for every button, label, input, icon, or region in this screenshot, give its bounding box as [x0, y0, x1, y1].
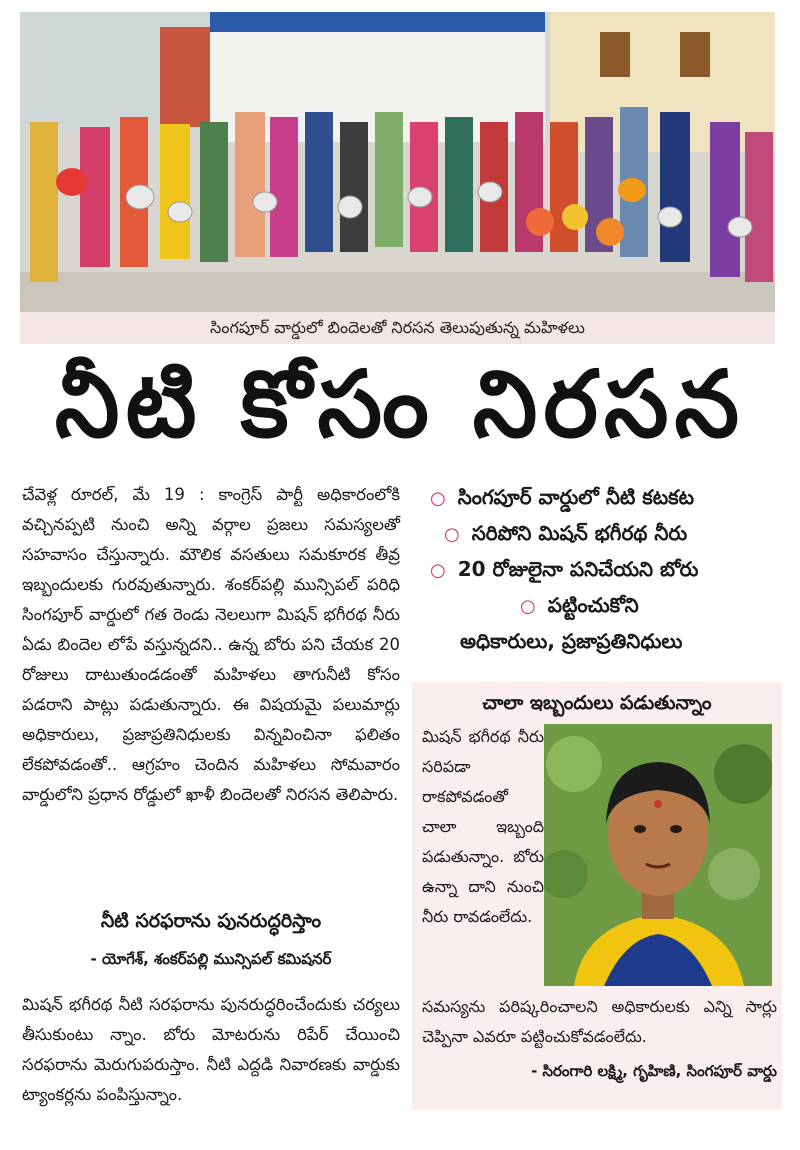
byline: - యోగేశ్, శంకర్‌పల్లి మున్సిపల్ కమిషనర్: [90, 950, 332, 968]
article-paragraph: చేవెళ్ల రూరల్, మే 19 : కాంగ్రెస్ పార్టీ అధికారంలోకి వచ్చినప్పటి నుంచి అన్ని వర్గాల ప్రజలు సమస్యలతో సహవాసం చేస్తున్నారు. మౌలిక వసతులు సమకూరక తీవ్ర ఇబ్బందులకు గురవుతున్నారు. శంకర్‌పల్లి మున్సిపల్ పరిధి సింగపూర్ వార్డులో గత రెండు నెలలుగా మిషన్ భగీరథ నీరు ఏడు బిందెల లోపే వస్తున్నదని.. ఉన్న బోరు పని చేయక 20 రోజులు దాటుతుండడంతో మహిళలు తాగునీటి కోసం పడరాని పాట్లు పడుతున్నారు. ఈ విషయమై పలుమార్లు అధికారులు, ప్రజాప్రతినిధులకు విన్నవించినా ఫలితం లేకపోవడంతో.. ఆగ్రహం చెందిన మహిళలు సోమవారం వార్డులోని ప్రధాన రోడ్డులో ఖాళీ బిందెలతో నిరసన తెలిపారు.: [22, 485, 400, 804]
highlight-item: ○ పట్టించుకోని: [520, 593, 639, 617]
quote-signature: - సిరంగారి లక్ష్మి, గృహిణి, సింగపూర్ వార్డు: [531, 1062, 777, 1080]
highlight-item: ○ 20 రోజులైనా పనిచేయని బోరు: [430, 557, 699, 581]
highlight-item-cont: అధికారులు, ప్రజాప్రతినిధులు: [460, 629, 683, 653]
headline: నీటి కోసం నిరసన: [54, 351, 746, 458]
highlights-list: [420, 480, 780, 659]
article-body-2: [22, 990, 400, 1140]
bullet-circle-icon: ○: [520, 596, 536, 617]
highlight-item: ○ సింగపూర్ వార్డులో నీటి కటకట: [430, 485, 695, 509]
protest-photo: [20, 12, 775, 312]
quote-text: మిషన్ భగీరథ నీరు సరిపడా రాకపోవడంతో చాలా ఇబ్బంది పడుతున్నాం. బోరు ఉన్నా దాని నుంచి నీరు రావడంలేదు.: [422, 727, 544, 926]
subheading: నీటి సరఫరాను పునరుద్ధరిస్తాం: [100, 910, 322, 932]
quote-title: చాలా ఇబ్బందులు పడుతున్నాం: [482, 692, 712, 714]
quote-text-continued: సమస్యను పరిష్కరించాలని అధికారులకు ఎన్ని సార్లు చెప్పినా ఎవరూ పట్టించుకోవడంలేదు.: [422, 997, 777, 1046]
article-body: [22, 480, 400, 900]
bullet-circle-icon: ○: [430, 488, 446, 509]
bullet-circle-icon: ○: [444, 524, 460, 545]
photo-caption: సింగపూర్ వార్డులో బిందెలతో నిరసన తెలుపుతున్న మహిళలు: [20, 312, 775, 344]
bullet-circle-icon: ○: [430, 560, 446, 581]
quote-box: [412, 682, 782, 1110]
article-paragraph-2: మిషన్ భగీరథ నీటి సరఫరాను పునరుద్ధరించేందుకు చర్యలు తీసుకుంటు న్నాం. బోరు మోటరును రిపేర్ చేయించి సరఫరాను మెరుగుపరుస్తాం. నీటి ఎద్దడి నివారణకు వార్డుకు ట్యాంకర్లను పంపిస్తున్నాం.: [22, 995, 400, 1104]
portrait-photo: [544, 724, 772, 986]
highlight-item: ○ సరిపోని మిషన్ భగీరథ నీరు: [444, 521, 688, 545]
